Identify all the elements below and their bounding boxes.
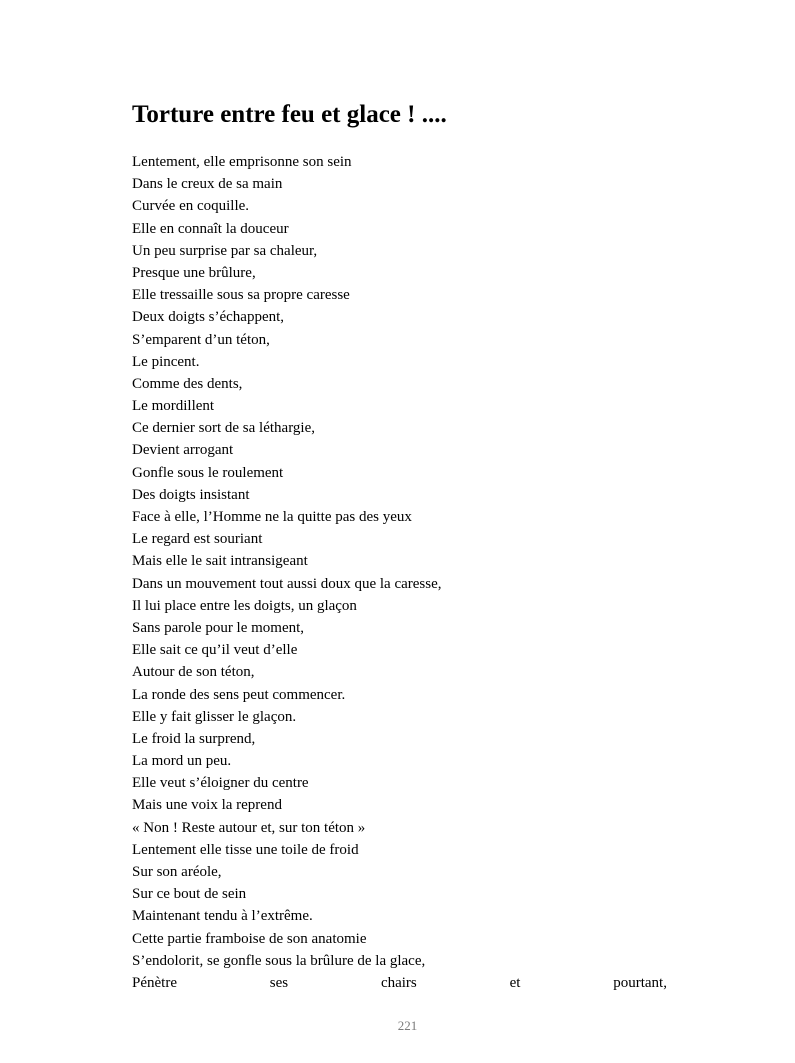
- poem-body: [132, 151, 667, 994]
- poem-word: chairs: [380, 974, 417, 991]
- poem-word: pourtant,: [613, 974, 667, 991]
- poem-line: Sans parole pour le moment,: [132, 619, 305, 636]
- poem-line: Elle veut s’éloigner du centre: [132, 775, 309, 792]
- poem-line: La ronde des sens peut commencer.: [132, 686, 346, 703]
- poem-line: Elle tressaille sous sa propre caresse: [132, 287, 350, 304]
- poem-line: Le mordillent: [132, 398, 215, 415]
- poem-word: ses: [269, 974, 289, 991]
- poem-line: Ce dernier sort de sa léthargie,: [132, 420, 315, 437]
- poem-line: La mord un peu.: [132, 753, 232, 770]
- poem-line: Sur ce bout de sein: [132, 886, 247, 903]
- poem-line: Sur son aréole,: [132, 864, 222, 880]
- poem-line: Dans le creux de sa main: [132, 176, 283, 193]
- poem-word: et: [509, 974, 521, 991]
- poem-line: Maintenant tendu à l’extrême.: [132, 908, 313, 925]
- poem-line: Cette partie framboise de son anatomie: [132, 930, 367, 947]
- poem-line: Mais elle le sait intransigeant: [132, 553, 308, 570]
- poem-line: Elle sait ce qu’il veut d’elle: [132, 642, 298, 659]
- poem-line: Autour de son téton,: [132, 664, 255, 681]
- poem-line: Lentement, elle emprisonne son sein: [132, 154, 352, 170]
- poem-line: Elle y fait glisser le glaçon.: [132, 708, 297, 725]
- page-number: 221: [397, 1018, 418, 1033]
- poem-line: Un peu surprise par sa chaleur,: [132, 242, 318, 259]
- poem-line: Le pincent.: [132, 353, 200, 370]
- poem-line: Comme des dents,: [132, 375, 243, 392]
- poem-line: Le froid la surprend,: [132, 730, 256, 747]
- poem-line: Elle en connaît la douceur: [132, 220, 289, 237]
- poem-title: Torture entre feu et glace ! ....: [132, 101, 447, 128]
- poem-line: Mais une voix la reprend: [132, 797, 282, 814]
- poem-line: Le regard est souriant: [132, 531, 263, 548]
- poem-line: Curvée en coquille.: [132, 198, 250, 215]
- poem-line: Dans un mouvement tout aussi doux que la caresse,: [132, 575, 442, 592]
- poem-line: Des doigts insistant: [132, 486, 250, 503]
- poem-line: Il lui place entre les doigts, un glaçon: [132, 597, 357, 614]
- poem-word: Pénètre: [132, 974, 177, 991]
- poem-line: S’emparent d’un téton,: [132, 331, 270, 348]
- poem-line-justified: [132, 972, 667, 994]
- poem-line: Face à elle, l’Homme ne la quitte pas des yeux: [132, 509, 412, 525]
- poem-line: Presque une brûlure,: [132, 264, 256, 281]
- poem-line: Deux doigts s’échappent,: [132, 309, 285, 326]
- poem-line: S’endolorit, se gonfle sous la brûlure de la glace,: [132, 952, 426, 969]
- poem-line: Gonfle sous le roulement: [132, 464, 284, 481]
- poem-line: Lentement elle tisse une toile de froid: [132, 841, 359, 858]
- poem-line: Devient arrogant: [132, 442, 234, 459]
- poem-line: « Non ! Reste autour et, sur ton téton »: [132, 819, 366, 836]
